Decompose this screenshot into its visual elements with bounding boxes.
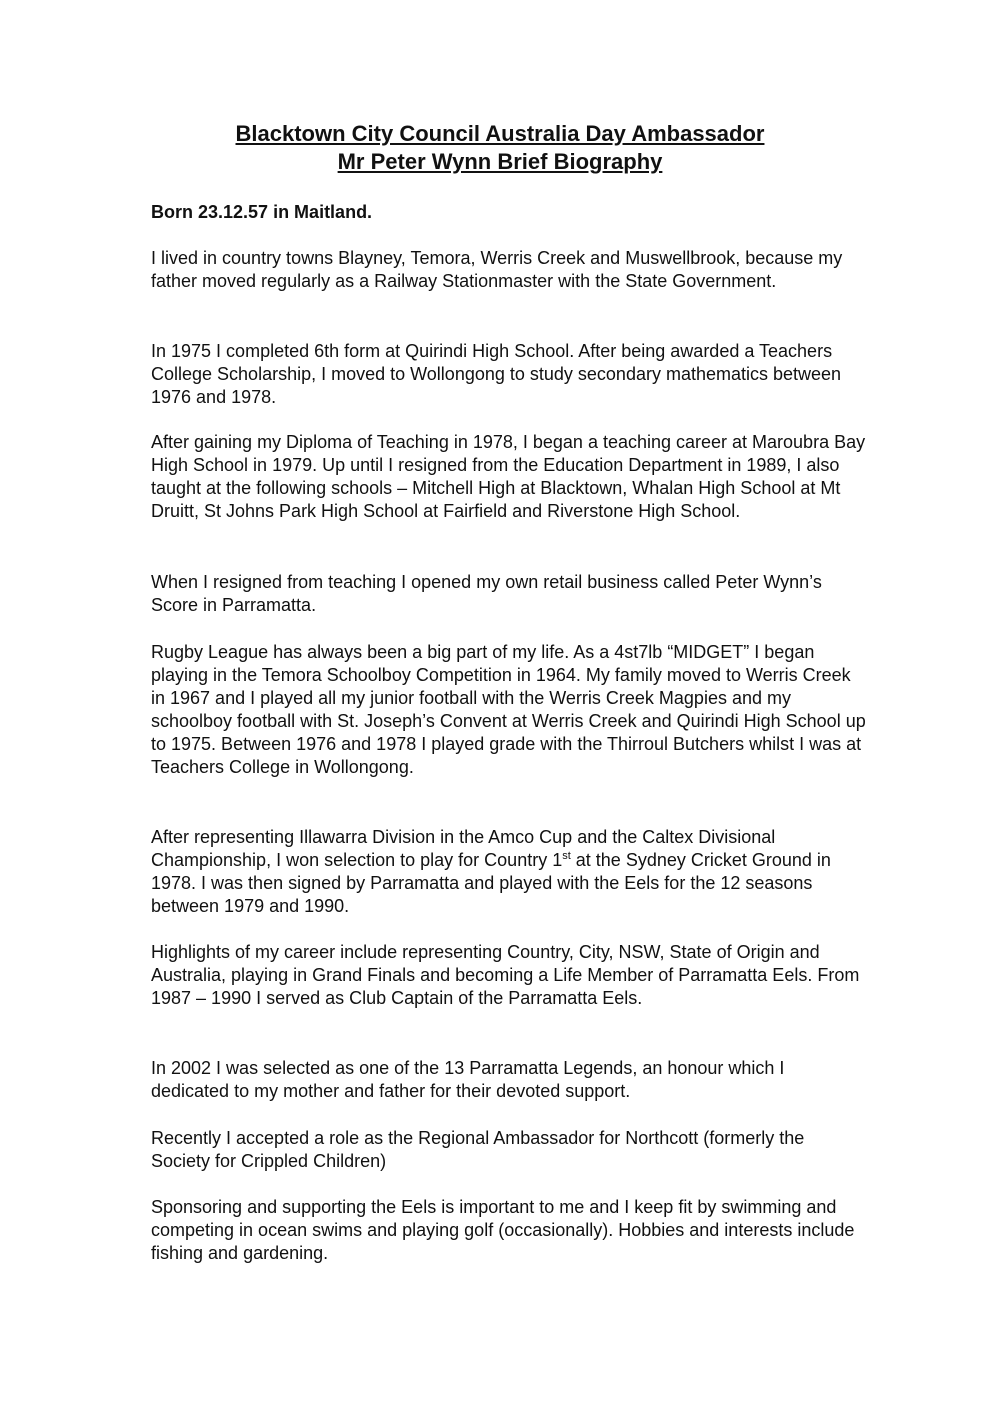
paragraph-teaching-career xyxy=(151,431,866,523)
birth-info: Born 23.12.57 in Maitland. xyxy=(151,202,373,222)
ordinal-superscript: st xyxy=(562,850,571,862)
paragraph-retail-business xyxy=(151,571,866,617)
paragraph-education xyxy=(151,340,866,409)
paragraph-text: Highlights of my career include representing Country, City, NSW, State of Origin and Australia, playing in Grand Finals and becoming a Life Member of Parramatta Eels. From 1987 – 1990 I served as Club Captain of the Parramatta Eels. xyxy=(151,942,860,1008)
paragraph-text: In 1975 I completed 6th form at Quirindi High School. After being awarded a Teachers College Scholarship, I moved to Wollongong to study secondary mathematics between 1976 and 1978. xyxy=(151,341,842,407)
paragraph-text: After gaining my Diploma of Teaching in 1978, I began a teaching career at Maroubra Bay High School in 1979. Up until I resigned from the Education Department in 1989, I also taught at the following schools – Mitchell High at Blacktown, Whalan High School at Mt Druitt, St Johns Park High School at Fairfield and Riverstone High School. xyxy=(151,432,866,521)
paragraph-text: When I resigned from teaching I opened my own retail business called Peter Wynn’s Score in Parramatta. xyxy=(151,572,822,615)
paragraph-parramatta-legends xyxy=(151,1057,866,1103)
paragraph-text-start: After representing Illawarra Division in the Amco Cup and the Caltex Divisional Championship, I won selection to play for Country 1 xyxy=(151,827,776,870)
paragraph-text xyxy=(151,826,866,918)
paragraph-representative-selection xyxy=(151,826,866,918)
paragraph-northcott-ambassador xyxy=(151,1127,866,1173)
paragraph-childhood xyxy=(151,247,866,293)
paragraph-text: Recently I accepted a role as the Regional Ambassador for Northcott (formerly the Society for Crippled Children) xyxy=(151,1128,805,1171)
paragraph-text-end: at the Sydney Cricket Ground in 1978. I was then signed by Parramatta and played with the Eels for the 12 seasons between 1979 and 1990. xyxy=(151,850,831,916)
paragraph-career-highlights xyxy=(151,941,866,1010)
paragraph-hobbies xyxy=(151,1196,866,1265)
paragraph-text: Sponsoring and supporting the Eels is important to me and I keep fit by swimming and competing in ocean swims and playing golf (occasionally). Hobbies and interests include fishing and gardening. xyxy=(151,1197,855,1263)
paragraph-text: Rugby League has always been a big part of my life. As a 4st7lb “MIDGET” I began playing in the Temora Schoolboy Competition in 1964. My family moved to Werris Creek in 1967 and I played all my junior football with the Werris Creek Magpies and my schoolboy football with St. Joseph’s Convent at Werris Creek and Quirindi High School up to 1975. Between 1976 and 1978 I played grade with the Thirroul Butchers whilst I was at Teachers College in Wollongong. xyxy=(151,642,866,777)
document-title xyxy=(0,120,1000,176)
title-line-1: Blacktown City Council Australia Day Ambassador xyxy=(235,121,765,146)
title-line-2: Mr Peter Wynn Brief Biography xyxy=(337,149,663,174)
paragraph-text: In 2002 I was selected as one of the 13 Parramatta Legends, an honour which I dedicated to my mother and father for their devoted support. xyxy=(151,1058,785,1101)
paragraph-text: I lived in country towns Blayney, Temora, Werris Creek and Muswellbrook, because my father moved regularly as a Railway Stationmaster with the State Government. xyxy=(151,248,843,291)
paragraph-rugby-league xyxy=(151,641,866,779)
